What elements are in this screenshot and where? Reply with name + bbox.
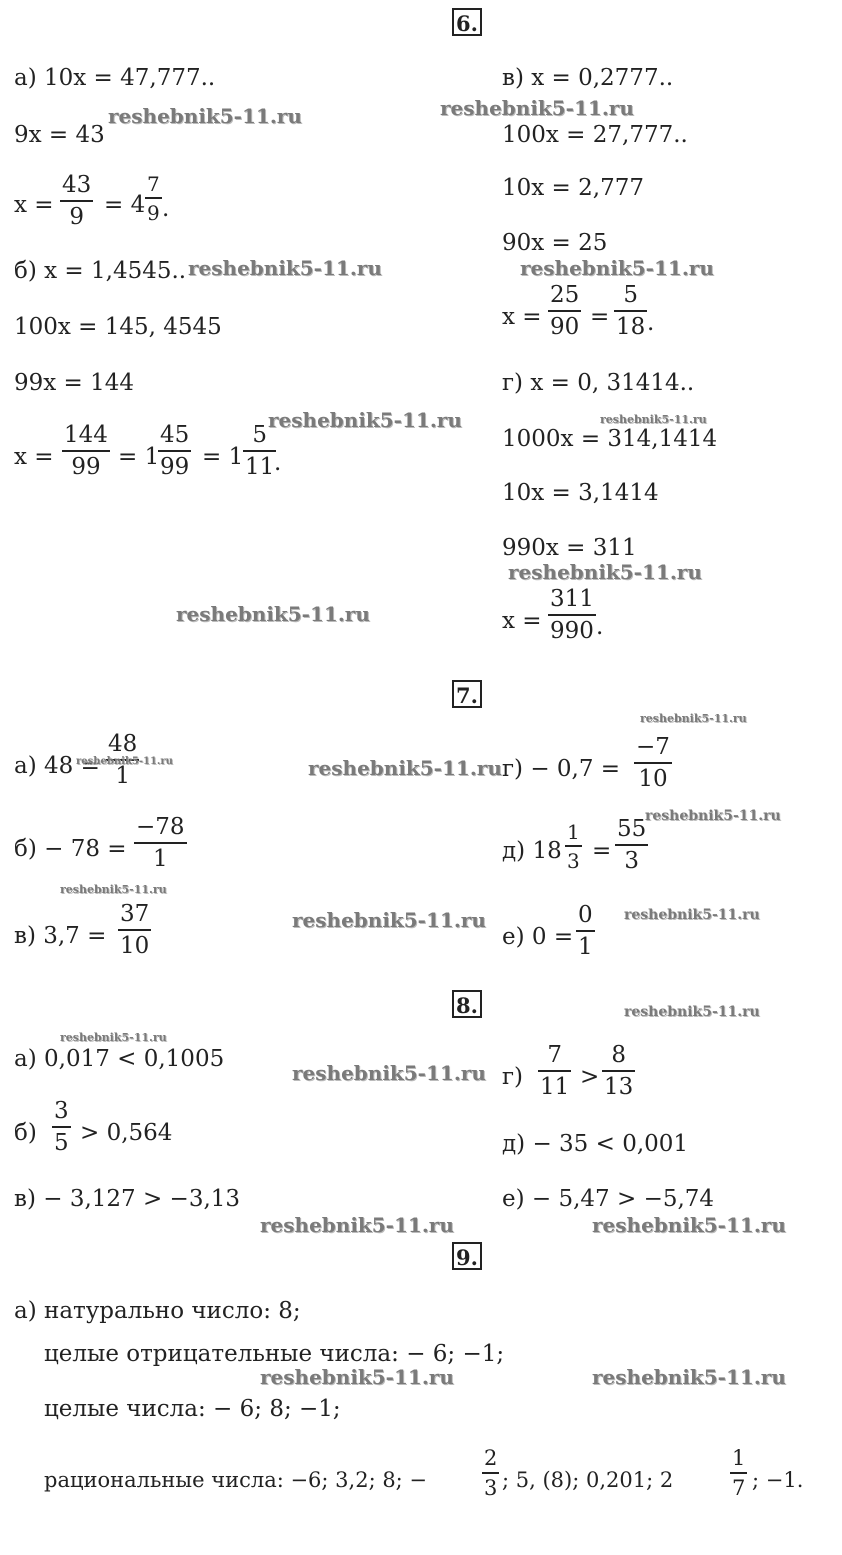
p6-g-line3: 10x = 3,1414 bbox=[502, 480, 659, 506]
watermark: reshebnik5-11.ru bbox=[60, 1031, 167, 1044]
watermark: reshebnik5-11.ru bbox=[592, 1213, 786, 1237]
p9-line2: целые отрицательные числа: − 6; −1; bbox=[44, 1341, 505, 1367]
watermark: reshebnik5-11.ru bbox=[260, 1365, 454, 1389]
watermark: reshebnik5-11.ru bbox=[292, 1061, 486, 1085]
p6-b-fraction3: 5 11 bbox=[245, 422, 275, 480]
p6-b-line2: 100x = 145, 4545 bbox=[14, 314, 222, 340]
p6-b-fraction2: 45 99 bbox=[160, 422, 190, 480]
p6-g-end: . bbox=[596, 614, 604, 640]
p7-d-pre: д) 18 bbox=[502, 838, 562, 864]
watermark: reshebnik5-11.ru bbox=[640, 712, 747, 725]
p6-v-fraction2: 5 18 bbox=[616, 282, 646, 340]
p7-a-fraction: 48 1 bbox=[108, 731, 138, 789]
watermark: reshebnik5-11.ru bbox=[176, 602, 370, 626]
p6-v-line4: 90x = 25 bbox=[502, 230, 608, 256]
watermark: reshebnik5-11.ru bbox=[508, 560, 702, 584]
p6-b-line1: б) x = 1,4545.. bbox=[14, 258, 187, 284]
p7-d-fraction: 55 3 bbox=[617, 816, 647, 874]
p8-g-fraction2: 8 13 bbox=[604, 1042, 634, 1100]
section-6-number: 6. bbox=[452, 8, 482, 36]
p6-a-eq: = 4 bbox=[104, 192, 146, 218]
p6-a-line3-pre: x = bbox=[14, 192, 54, 218]
p6-g-line1: г) x = 0, 31414.. bbox=[502, 370, 695, 396]
p6-g-line2: 1000x = 314,1414 bbox=[502, 426, 718, 452]
p9-line4-end: ; −1. bbox=[752, 1468, 804, 1492]
p6-v-fraction1: 25 90 bbox=[550, 282, 580, 340]
p7-b-pre: б) − 78 = bbox=[14, 836, 127, 862]
p8-g-fraction1: 7 11 bbox=[540, 1042, 570, 1100]
watermark: reshebnik5-11.ru bbox=[260, 1213, 454, 1237]
p7-e-fraction: 0 1 bbox=[578, 902, 593, 960]
p6-g-fraction: 311 990 bbox=[550, 586, 594, 644]
watermark: reshebnik5-11.ru bbox=[292, 908, 486, 932]
p8-b-post: > 0,564 bbox=[80, 1120, 173, 1146]
watermark: reshebnik5-11.ru bbox=[76, 756, 173, 767]
watermark: reshebnik5-11.ru bbox=[520, 256, 714, 280]
p6-v-line1: в) x = 0,2777.. bbox=[502, 65, 674, 91]
watermark: reshebnik5-11.ru bbox=[600, 413, 707, 426]
p6-v-line3: 10x = 2,777 bbox=[502, 175, 644, 201]
p8-d: д) − 35 < 0,001 bbox=[502, 1131, 689, 1157]
watermark: reshebnik5-11.ru bbox=[188, 256, 382, 280]
watermark: reshebnik5-11.ru bbox=[645, 808, 781, 824]
p6-v-end: . bbox=[647, 310, 655, 336]
p9-line1: а) натурально число: 8; bbox=[14, 1298, 301, 1324]
p7-d-mixed-fraction: 1 3 bbox=[567, 820, 580, 873]
p8-v: в) − 3,127 > −3,13 bbox=[14, 1186, 241, 1212]
p6-g-line4: 990x = 311 bbox=[502, 535, 637, 561]
p9-line4-pre: рациональные числа: −6; 3,2; 8; − bbox=[44, 1468, 428, 1492]
p9-line3: целые числа: − 6; 8; −1; bbox=[44, 1396, 341, 1422]
p6-a-fraction: 43 9 bbox=[62, 172, 92, 230]
p6-g-line5-pre: x = bbox=[502, 608, 542, 634]
p6-b-eq2: = 1 bbox=[202, 444, 244, 470]
p7-a-pre: а) 48 = bbox=[14, 753, 100, 779]
p7-g-pre: г) − 0,7 = bbox=[502, 756, 621, 782]
p7-v-fraction: 37 10 bbox=[120, 901, 150, 959]
watermark: reshebnik5-11.ru bbox=[60, 883, 167, 896]
watermark: reshebnik5-11.ru bbox=[108, 104, 302, 128]
p9-mixed-fraction: 1 7 bbox=[732, 1446, 746, 1500]
p7-d-eq: = bbox=[592, 838, 612, 864]
p8-a: а) 0,017 < 0,1005 bbox=[14, 1046, 225, 1072]
watermark: reshebnik5-11.ru bbox=[440, 96, 634, 120]
watermark: reshebnik5-11.ru bbox=[592, 1365, 786, 1389]
p8-g-op: > bbox=[580, 1064, 600, 1090]
p8-g-pre: г) bbox=[502, 1064, 524, 1090]
p6-v-eq: = bbox=[590, 304, 610, 330]
p7-e-pre: е) 0 = bbox=[502, 924, 574, 950]
p9-fraction: 2 3 bbox=[484, 1446, 498, 1500]
p8-e: е) − 5,47 > −5,74 bbox=[502, 1186, 715, 1212]
section-8-number: 8. bbox=[452, 990, 482, 1018]
section-7-number: 7. bbox=[452, 680, 482, 708]
p6-b-line4-pre: x = bbox=[14, 444, 54, 470]
p6-a-line2: 9x = 43 bbox=[14, 122, 105, 148]
p6-a-end: . bbox=[162, 196, 170, 222]
section-9-number: 9. bbox=[452, 1242, 482, 1270]
p6-v-line2: 100x = 27,777.. bbox=[502, 122, 688, 148]
p6-v-line5-pre: x = bbox=[502, 304, 542, 330]
p7-g-fraction: −7 10 bbox=[636, 734, 670, 792]
p6-a-line1: а) 10x = 47,777.. bbox=[14, 65, 216, 91]
p6-b-end: . bbox=[274, 450, 282, 476]
p6-b-eq1: = 1 bbox=[118, 444, 160, 470]
p6-a-mixed-fraction: 7 9 bbox=[147, 172, 160, 225]
watermark: reshebnik5-11.ru bbox=[624, 1004, 760, 1020]
watermark: reshebnik5-11.ru bbox=[308, 756, 502, 780]
p7-b-fraction: −78 1 bbox=[136, 814, 185, 872]
p7-v-pre: в) 3,7 = bbox=[14, 923, 107, 949]
p6-b-fraction1: 144 99 bbox=[64, 422, 108, 480]
p9-line4-mid: ; 5, (8); 0,201; 2 bbox=[502, 1468, 674, 1492]
p8-b-fraction: 3 5 bbox=[54, 1098, 69, 1156]
watermark: reshebnik5-11.ru bbox=[624, 907, 760, 923]
watermark: reshebnik5-11.ru bbox=[268, 408, 462, 432]
p6-b-line3: 99x = 144 bbox=[14, 370, 135, 396]
p8-b-pre: б) bbox=[14, 1120, 37, 1146]
